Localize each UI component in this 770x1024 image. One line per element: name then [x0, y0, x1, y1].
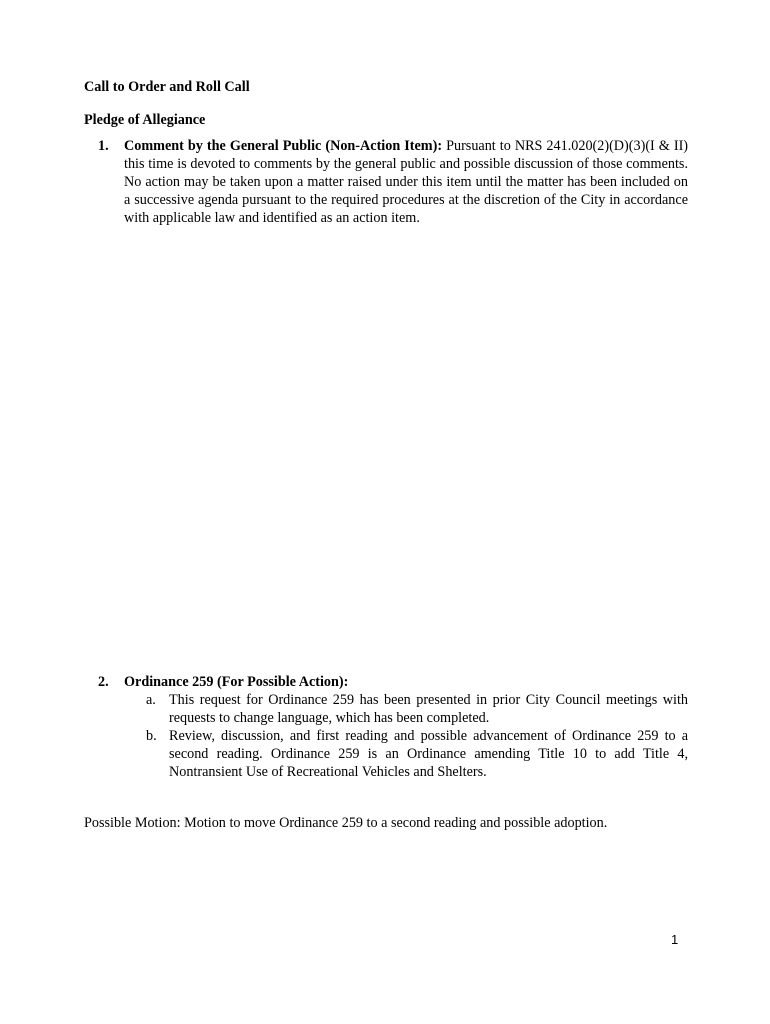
subitem-b — [124, 727, 688, 781]
subitem-text: Review, discussion, and first reading and possible advancement of Ordinance 259 to a second reading. Ordinance 259 is an Ordinance amending Title 10 to add Title 4, Nontransient Use of Recreational Vehicles and Shelters. — [169, 728, 688, 780]
item-text: Pursuant to NRS 241.020(2)(D)(3)(I & II) this time is devoted to comments by the general public and possible discussion of those comments. No action may be taken upon a matter raised under this item until the matter has been included on a successive agenda pursuant to the required procedures at the discretion of the City in accordance with applicable law and identified as an action item. — [124, 138, 689, 226]
heading-pledge-of-allegiance: Pledge of Allegiance — [84, 112, 206, 128]
item-body — [124, 137, 688, 227]
item-title: Comment by the General Public (Non-Action Item): — [124, 138, 443, 154]
subitem-text: This request for Ordinance 259 has been presented in prior City Council meetings with requests to change language, which has been completed. — [169, 692, 688, 726]
item-body — [124, 673, 688, 691]
item-number: 1. — [98, 138, 109, 154]
agenda-item-1 — [98, 137, 688, 227]
item-number: 2. — [98, 674, 109, 690]
item-title: Ordinance 259 (For Possible Action): — [124, 674, 349, 690]
subitem-a — [124, 691, 688, 727]
heading-call-to-order: Call to Order and Roll Call — [84, 79, 250, 95]
subitem-letter: a. — [146, 692, 156, 708]
possible-motion: Possible Motion: Motion to move Ordinance 259 to a second reading and possible adoption. — [84, 815, 608, 831]
agenda-item-2 — [98, 673, 688, 691]
subitem-letter: b. — [146, 728, 157, 744]
page-number: 1 — [671, 932, 679, 947]
ordinance-subitems — [124, 691, 688, 781]
